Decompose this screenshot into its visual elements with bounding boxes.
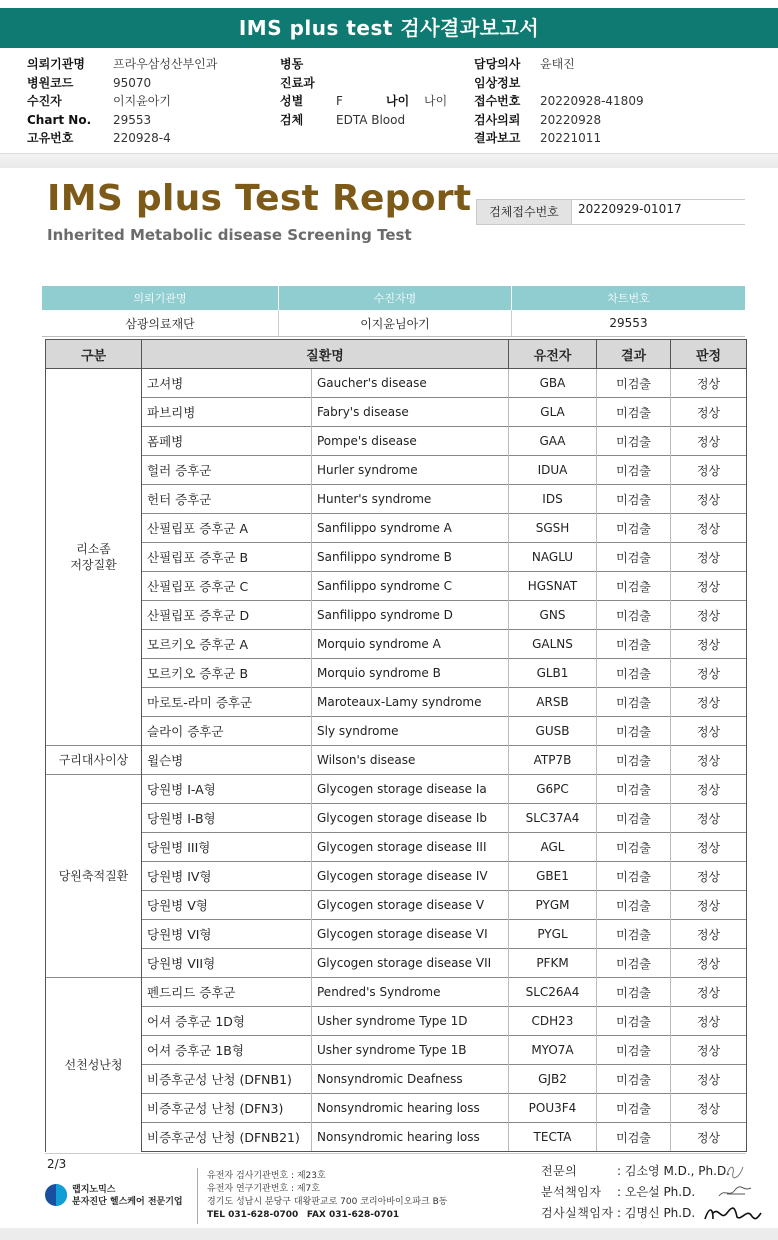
- table-row: [46, 398, 747, 427]
- lab-info-line: 유전자 연구기관번호 : 제7호: [207, 1184, 320, 1194]
- gene-cell: SGSH: [509, 514, 597, 543]
- result-cell: 미검출: [597, 427, 671, 456]
- disease-name-ko: 어셔 증후군 1D형: [142, 1007, 312, 1036]
- disease-name-ko: 당원병 VI형: [142, 920, 312, 949]
- logo-tagline: 분자진단 헬스케어 전문기업: [72, 1197, 183, 1207]
- result-cell: 미검출: [597, 456, 671, 485]
- summary-header: 의뢰기관명: [42, 286, 279, 310]
- disease-name-en: Glycogen storage disease IV: [312, 862, 509, 891]
- page-bottom-strip: [0, 1228, 778, 1240]
- gene-cell: GUSB: [509, 717, 597, 746]
- table-row: [46, 1123, 747, 1152]
- category-cell: [46, 775, 142, 978]
- logo-name: 랩지노믹스: [72, 1185, 116, 1195]
- gene-cell: TECTA: [509, 1123, 597, 1152]
- summary-value: 이지윤님아기: [279, 310, 512, 337]
- table-row: [46, 833, 747, 862]
- table-row: [46, 1065, 747, 1094]
- gene-cell: PYGM: [509, 891, 597, 920]
- gene-cell: NAGLU: [509, 543, 597, 572]
- lab-tel: TEL 031-628-0700: [207, 1210, 299, 1220]
- disease-name-ko: 헐러 증후군: [142, 456, 312, 485]
- section-divider: [0, 153, 778, 168]
- result-cell: 미검출: [597, 1036, 671, 1065]
- gene-cell: PFKM: [509, 949, 597, 978]
- info-right: [474, 55, 644, 148]
- disease-name-en: Sanfilippo syndrome D: [312, 601, 509, 630]
- disease-name-ko: 슬라이 증후군: [142, 717, 312, 746]
- table-row: [46, 862, 747, 891]
- disease-name-en: Maroteaux-Lamy syndrome: [312, 688, 509, 717]
- result-cell: 미검출: [597, 717, 671, 746]
- info-value: EDTA Blood: [336, 112, 406, 127]
- result-cell: 미검출: [597, 978, 671, 1007]
- table-row: [46, 456, 747, 485]
- judgment-cell: 정상: [671, 601, 747, 630]
- result-cell: 미검출: [597, 1094, 671, 1123]
- info-value: F: [336, 94, 343, 108]
- disease-name-ko: 헌터 증후군: [142, 485, 312, 514]
- disease-name-en: Morquio syndrome A: [312, 630, 509, 659]
- gene-cell: SLC37A4: [509, 804, 597, 833]
- result-cell: 미검출: [597, 920, 671, 949]
- judgment-cell: 정상: [671, 1065, 747, 1094]
- disease-name-ko: 산필립포 증후군 A: [142, 514, 312, 543]
- info-label: 담당의사: [474, 57, 521, 71]
- disease-name-ko: 당원병 III형: [142, 833, 312, 862]
- summary-value: 삼광의료재단: [42, 310, 279, 337]
- disease-name-en: Glycogen storage disease Ia: [312, 775, 509, 804]
- specimen-number-value: 20220929-01017: [572, 199, 745, 225]
- result-cell: 미검출: [597, 688, 671, 717]
- result-cell: 미검출: [597, 543, 671, 572]
- page-number: 2/3: [47, 1157, 67, 1171]
- disease-name-ko: 파브리병: [142, 398, 312, 427]
- info-label: 병동: [280, 57, 304, 71]
- disease-name-en: Usher syndrome Type 1B: [312, 1036, 509, 1065]
- signer-role: 전문의: [541, 1164, 578, 1178]
- gene-cell: GLA: [509, 398, 597, 427]
- gene-cell: IDS: [509, 485, 597, 514]
- gene-cell: CDH23: [509, 1007, 597, 1036]
- info-label: 검체: [280, 112, 304, 127]
- disease-name-en: Nonsyndromic Deafness: [312, 1065, 509, 1094]
- lab-info-line: 유전자 검사기관번호 : 제23호: [207, 1171, 326, 1181]
- disease-name-en: Glycogen storage disease V: [312, 891, 509, 920]
- category-cell: [46, 746, 142, 775]
- disease-name-en: Hunter's syndrome: [312, 485, 509, 514]
- disease-name-en: Gaucher's disease: [312, 369, 509, 398]
- table-row: [46, 514, 747, 543]
- gene-cell: GALNS: [509, 630, 597, 659]
- judgment-cell: 정상: [671, 746, 747, 775]
- judgment-cell: 정상: [671, 572, 747, 601]
- table-row: [46, 630, 747, 659]
- signature-2-icon: [717, 1182, 753, 1202]
- gene-cell: SLC26A4: [509, 978, 597, 1007]
- judgment-cell: 정상: [671, 862, 747, 891]
- result-cell: 미검출: [597, 1123, 671, 1152]
- disease-name-en: Nonsyndromic hearing loss: [312, 1123, 509, 1152]
- signer-role: 분석책임자: [541, 1185, 602, 1199]
- gene-cell: GAA: [509, 427, 597, 456]
- gene-cell: ARSB: [509, 688, 597, 717]
- result-cell: 미검출: [597, 949, 671, 978]
- disease-name-ko: 펜드리드 증후군: [142, 978, 312, 1007]
- disease-name-en: Usher syndrome Type 1D: [312, 1007, 509, 1036]
- table-row: [46, 775, 747, 804]
- category-label: 선천성난청: [64, 1057, 123, 1072]
- category-label: 리소좀: [76, 542, 111, 556]
- disease-name-ko: 비증후군성 난청 (DFNB1): [142, 1065, 312, 1094]
- age-label: 나이: [386, 94, 410, 108]
- info-value: 20220928-41809: [540, 94, 644, 108]
- gene-cell: GJB2: [509, 1065, 597, 1094]
- info-label: 수진자: [27, 94, 62, 108]
- disease-name-en: Wilson's disease: [312, 746, 509, 775]
- signer-role: 검사실책임자: [541, 1206, 614, 1220]
- gene-cell: HGSNAT: [509, 572, 597, 601]
- table-row: [46, 804, 747, 833]
- result-cell: 미검출: [597, 1007, 671, 1036]
- summary-value: 29553: [512, 310, 746, 337]
- info-value: 20221011: [540, 131, 602, 145]
- disease-name-en: Glycogen storage disease Ib: [312, 804, 509, 833]
- info-middle: [280, 55, 447, 129]
- info-label: 성별: [280, 94, 304, 108]
- gene-cell: IDUA: [509, 456, 597, 485]
- result-cell: 미검출: [597, 485, 671, 514]
- gene-cell: G6PC: [509, 775, 597, 804]
- summary-header: 차트번호: [512, 286, 746, 310]
- judgment-cell: 정상: [671, 369, 747, 398]
- table-row: [46, 978, 747, 1007]
- disease-name-ko: 산필립포 증후군 C: [142, 572, 312, 601]
- disease-name-ko: 비증후군성 난청 (DFNB21): [142, 1123, 312, 1152]
- disease-name-ko: 모르키오 증후군 B: [142, 659, 312, 688]
- result-cell: 미검출: [597, 746, 671, 775]
- category-label: 당원축적질환: [58, 869, 129, 883]
- judgment-cell: 정상: [671, 949, 747, 978]
- disease-name-en: Fabry's disease: [312, 398, 509, 427]
- disease-name-ko: 비증후군성 난청 (DFN3): [142, 1094, 312, 1123]
- disease-name-ko: 당원병 I-A형: [142, 775, 312, 804]
- gene-cell: GBA: [509, 369, 597, 398]
- footer-divider: [45, 1153, 746, 1154]
- info-value: 220928-4: [113, 131, 171, 145]
- info-label: 임상정보: [474, 75, 521, 90]
- judgment-cell: 정상: [671, 514, 747, 543]
- judgment-cell: 정상: [671, 775, 747, 804]
- judgment-cell: 정상: [671, 630, 747, 659]
- judgment-cell: 정상: [671, 1036, 747, 1065]
- disease-name-ko: 윌슨병: [142, 746, 312, 775]
- category-cell: [46, 369, 142, 746]
- judgment-cell: 정상: [671, 659, 747, 688]
- category-cell: [46, 978, 142, 1152]
- disease-name-en: Sanfilippo syndrome B: [312, 543, 509, 572]
- info-value: 20220928: [540, 112, 602, 127]
- lab-info: [207, 1170, 447, 1222]
- info-value: 프라우삼성산부인과: [113, 57, 218, 71]
- result-cell: 미검출: [597, 1065, 671, 1094]
- result-cell: 미검출: [597, 398, 671, 427]
- table-row: [46, 949, 747, 978]
- info-label: 검사의뢰: [474, 112, 521, 127]
- info-label: 결과보고: [474, 131, 521, 145]
- judgment-cell: 정상: [671, 891, 747, 920]
- gene-cell: POU3F4: [509, 1094, 597, 1123]
- signer-name: : 김소영 M.D., Ph.D.: [617, 1164, 731, 1178]
- table-row: [46, 891, 747, 920]
- result-cell: 미검출: [597, 775, 671, 804]
- judgment-cell: 정상: [671, 833, 747, 862]
- disease-name-ko: 어셔 증후군 1B형: [142, 1036, 312, 1065]
- disease-name-en: Glycogen storage disease III: [312, 833, 509, 862]
- age-value: 나이: [424, 94, 448, 108]
- disease-name-en: Hurler syndrome: [312, 456, 509, 485]
- lab-fax: FAX 031-628-0701: [306, 1210, 400, 1220]
- judgment-cell: 정상: [671, 978, 747, 1007]
- footer-vertical-divider: [197, 1168, 198, 1224]
- header-gene: 유전자: [509, 340, 597, 369]
- report-header-bar: [0, 8, 778, 48]
- lab-info-line: 경기도 성남시 분당구 대왕판교로 700 코리아바이오파크 B동: [207, 1197, 448, 1207]
- header-title: IMS plus test 검사결과보고서: [238, 16, 540, 40]
- judgment-cell: 정상: [671, 717, 747, 746]
- result-cell: 미검출: [597, 601, 671, 630]
- result-cell: 미검출: [597, 369, 671, 398]
- judgment-cell: 정상: [671, 456, 747, 485]
- header-category: 구분: [46, 340, 142, 369]
- company-logo: [45, 1181, 195, 1211]
- signer-name: : 오은설 Ph.D.: [617, 1185, 696, 1199]
- gene-cell: MYO7A: [509, 1036, 597, 1065]
- signature-3-icon: [703, 1203, 763, 1225]
- gene-cell: GLB1: [509, 659, 597, 688]
- table-row: [46, 572, 747, 601]
- table-row: [46, 717, 747, 746]
- judgment-cell: 정상: [671, 427, 747, 456]
- category-label: 구리대사이상: [58, 753, 129, 767]
- disease-name-en: Nonsyndromic hearing loss: [312, 1094, 509, 1123]
- result-cell: 미검출: [597, 891, 671, 920]
- disease-name-en: Sanfilippo syndrome A: [312, 514, 509, 543]
- info-label: 고유번호: [27, 131, 74, 145]
- result-cell: 미검출: [597, 862, 671, 891]
- table-row: [46, 920, 747, 949]
- header-result: 결과: [597, 340, 671, 369]
- disease-name-ko: 폼페병: [142, 427, 312, 456]
- signer-name: : 김명신 Ph.D.: [617, 1206, 696, 1220]
- result-cell: 미검출: [597, 514, 671, 543]
- judgment-cell: 정상: [671, 688, 747, 717]
- gene-cell: ATP7B: [509, 746, 597, 775]
- disease-name-ko: 당원병 VII형: [142, 949, 312, 978]
- judgment-cell: 정상: [671, 398, 747, 427]
- result-cell: 미검출: [597, 572, 671, 601]
- judgment-cell: 정상: [671, 1123, 747, 1152]
- info-label: 접수번호: [474, 94, 521, 108]
- header-judgment: 판정: [671, 340, 747, 369]
- result-cell: 미검출: [597, 659, 671, 688]
- disease-name-ko: 산필립포 증후군 D: [142, 601, 312, 630]
- disease-name-ko: 당원병 IV형: [142, 862, 312, 891]
- table-row: [46, 485, 747, 514]
- summary-table: [42, 286, 745, 337]
- table-row: [46, 1036, 747, 1065]
- specimen-number-label: 검체접수번호: [476, 199, 572, 225]
- info-value: 95070: [113, 75, 152, 90]
- result-cell: 미검출: [597, 630, 671, 659]
- specimen-number-box: [476, 199, 745, 225]
- result-cell: 미검출: [597, 833, 671, 862]
- judgment-cell: 정상: [671, 1094, 747, 1123]
- table-row: [46, 369, 747, 398]
- info-label: 병원코드: [27, 75, 74, 90]
- table-row: [46, 427, 747, 456]
- table-row: [46, 543, 747, 572]
- table-row: [46, 1094, 747, 1123]
- disease-name-en: Sanfilippo syndrome C: [312, 572, 509, 601]
- info-label: Chart No.: [27, 112, 92, 127]
- judgment-cell: 정상: [671, 920, 747, 949]
- disease-name-ko: 모르키오 증후군 A: [142, 630, 312, 659]
- judgment-cell: 정상: [671, 804, 747, 833]
- header-disease: 질환명: [142, 340, 509, 369]
- gene-cell: GBE1: [509, 862, 597, 891]
- report-title: IMS plus Test Report: [47, 178, 472, 219]
- table-row: [46, 746, 747, 775]
- disease-name-ko: 당원병 V형: [142, 891, 312, 920]
- disease-name-en: Sly syndrome: [312, 717, 509, 746]
- disease-name-en: Glycogen storage disease VI: [312, 920, 509, 949]
- info-value: 이지윤아기: [113, 94, 171, 108]
- logo-mark-icon: [45, 1184, 67, 1206]
- disease-name-en: Pendred's Syndrome: [312, 978, 509, 1007]
- judgment-cell: 정상: [671, 543, 747, 572]
- disease-name-ko: 당원병 I-B형: [142, 804, 312, 833]
- gene-cell: AGL: [509, 833, 597, 862]
- results-table: [45, 339, 747, 1152]
- disease-name-en: Morquio syndrome B: [312, 659, 509, 688]
- table-row: [46, 688, 747, 717]
- disease-name-ko: 고셔병: [142, 369, 312, 398]
- result-cell: 미검출: [597, 804, 671, 833]
- info-label: 진료과: [280, 75, 315, 90]
- gene-cell: GNS: [509, 601, 597, 630]
- disease-name-en: Glycogen storage disease VII: [312, 949, 509, 978]
- judgment-cell: 정상: [671, 1007, 747, 1036]
- info-value: 29553: [113, 112, 152, 127]
- judgment-cell: 정상: [671, 485, 747, 514]
- info-label: 의뢰기관명: [27, 57, 85, 71]
- summary-header: 수진자명: [279, 286, 512, 310]
- signature-1-icon: [723, 1161, 747, 1181]
- gene-cell: PYGL: [509, 920, 597, 949]
- category-label: 저장질환: [70, 558, 117, 572]
- signatures: [541, 1161, 730, 1224]
- info-value: 윤태진: [540, 57, 575, 71]
- table-row: [46, 1007, 747, 1036]
- disease-name-ko: 마로토-라미 증후군: [142, 688, 312, 717]
- table-row: [46, 601, 747, 630]
- info-left: [27, 55, 217, 148]
- report-subtitle: Inherited Metabolic disease Screening Test: [47, 226, 412, 244]
- disease-name-ko: 산필립포 증후군 B: [142, 543, 312, 572]
- disease-name-en: Pompe's disease: [312, 427, 509, 456]
- table-row: [46, 659, 747, 688]
